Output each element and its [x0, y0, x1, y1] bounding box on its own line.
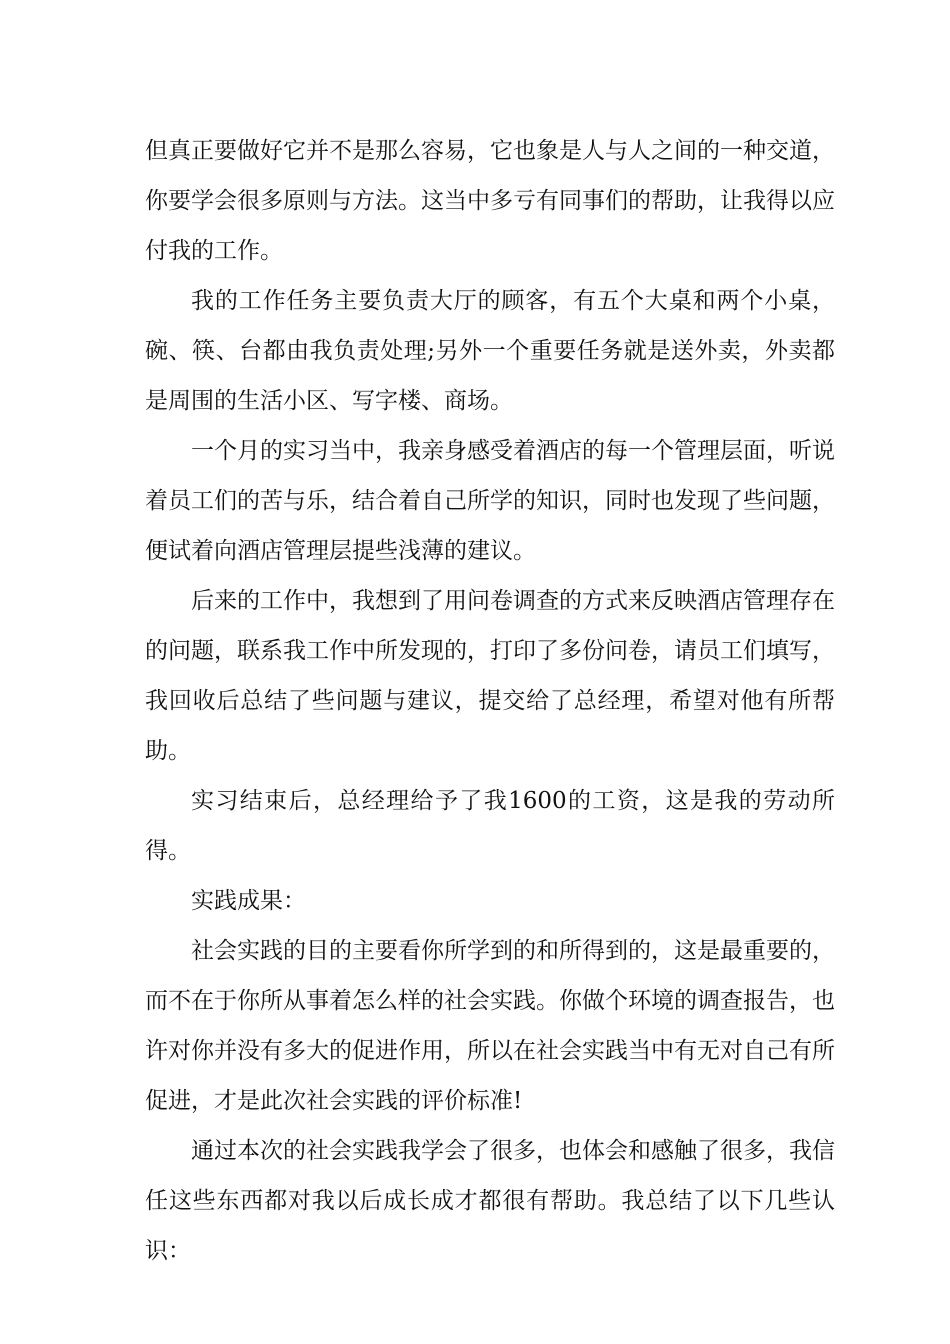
paragraph-6: 实践成果： — [191, 888, 306, 914]
paragraph-3: 一个月的实习当中，我亲身感受着酒店的每一个管理层面，听说着员工们的苦与乐，结合着自己所学的知识，同时也发现了些问题，便试着向酒店管理层提些浅薄的建议。 — [145, 438, 835, 564]
paragraph-8: 通过本次的社会实践我学会了很多，也体会和感触了很多，我信任这些东西都对我以后成长成才都很有帮助。我总结了以下几些认识： — [145, 1138, 835, 1264]
paragraph-5: 实习结束后，总经理给予了我1600的工资，这是我的劳动所得。 — [145, 788, 835, 864]
document-body — [145, 126, 835, 1276]
paragraph-2: 我的工作任务主要负责大厅的顾客，有五个大桌和两个小桌，碗、筷、台都由我负责处理;另外一个重要任务就是送外卖，外卖都是周围的生活小区、写字楼、商场。 — [145, 288, 835, 414]
paragraph-4: 后来的工作中，我想到了用问卷调查的方式来反映酒店管理存在的问题，联系我工作中所发现的，打印了多份问卷，请员工们填写，我回收后总结了些问题与建议，提交给了总经理，希望对他有所帮助。 — [145, 588, 835, 764]
paragraph-7: 社会实践的目的主要看你所学到的和所得到的，这是最重要的，而不在于你所从事着怎么样的社会实践。你做个环境的调查报告，也许对你并没有多大的促进作用，所以在社会实践当中有无对自己有所促进，才是此次社会实践的评价标准! — [145, 938, 835, 1114]
paragraph-1: 但真正要做好它并不是那么容易，它也象是人与人之间的一种交道，你要学会很多原则与方法。这当中多亏有同事们的帮助，让我得以应付我的工作。 — [145, 138, 835, 264]
